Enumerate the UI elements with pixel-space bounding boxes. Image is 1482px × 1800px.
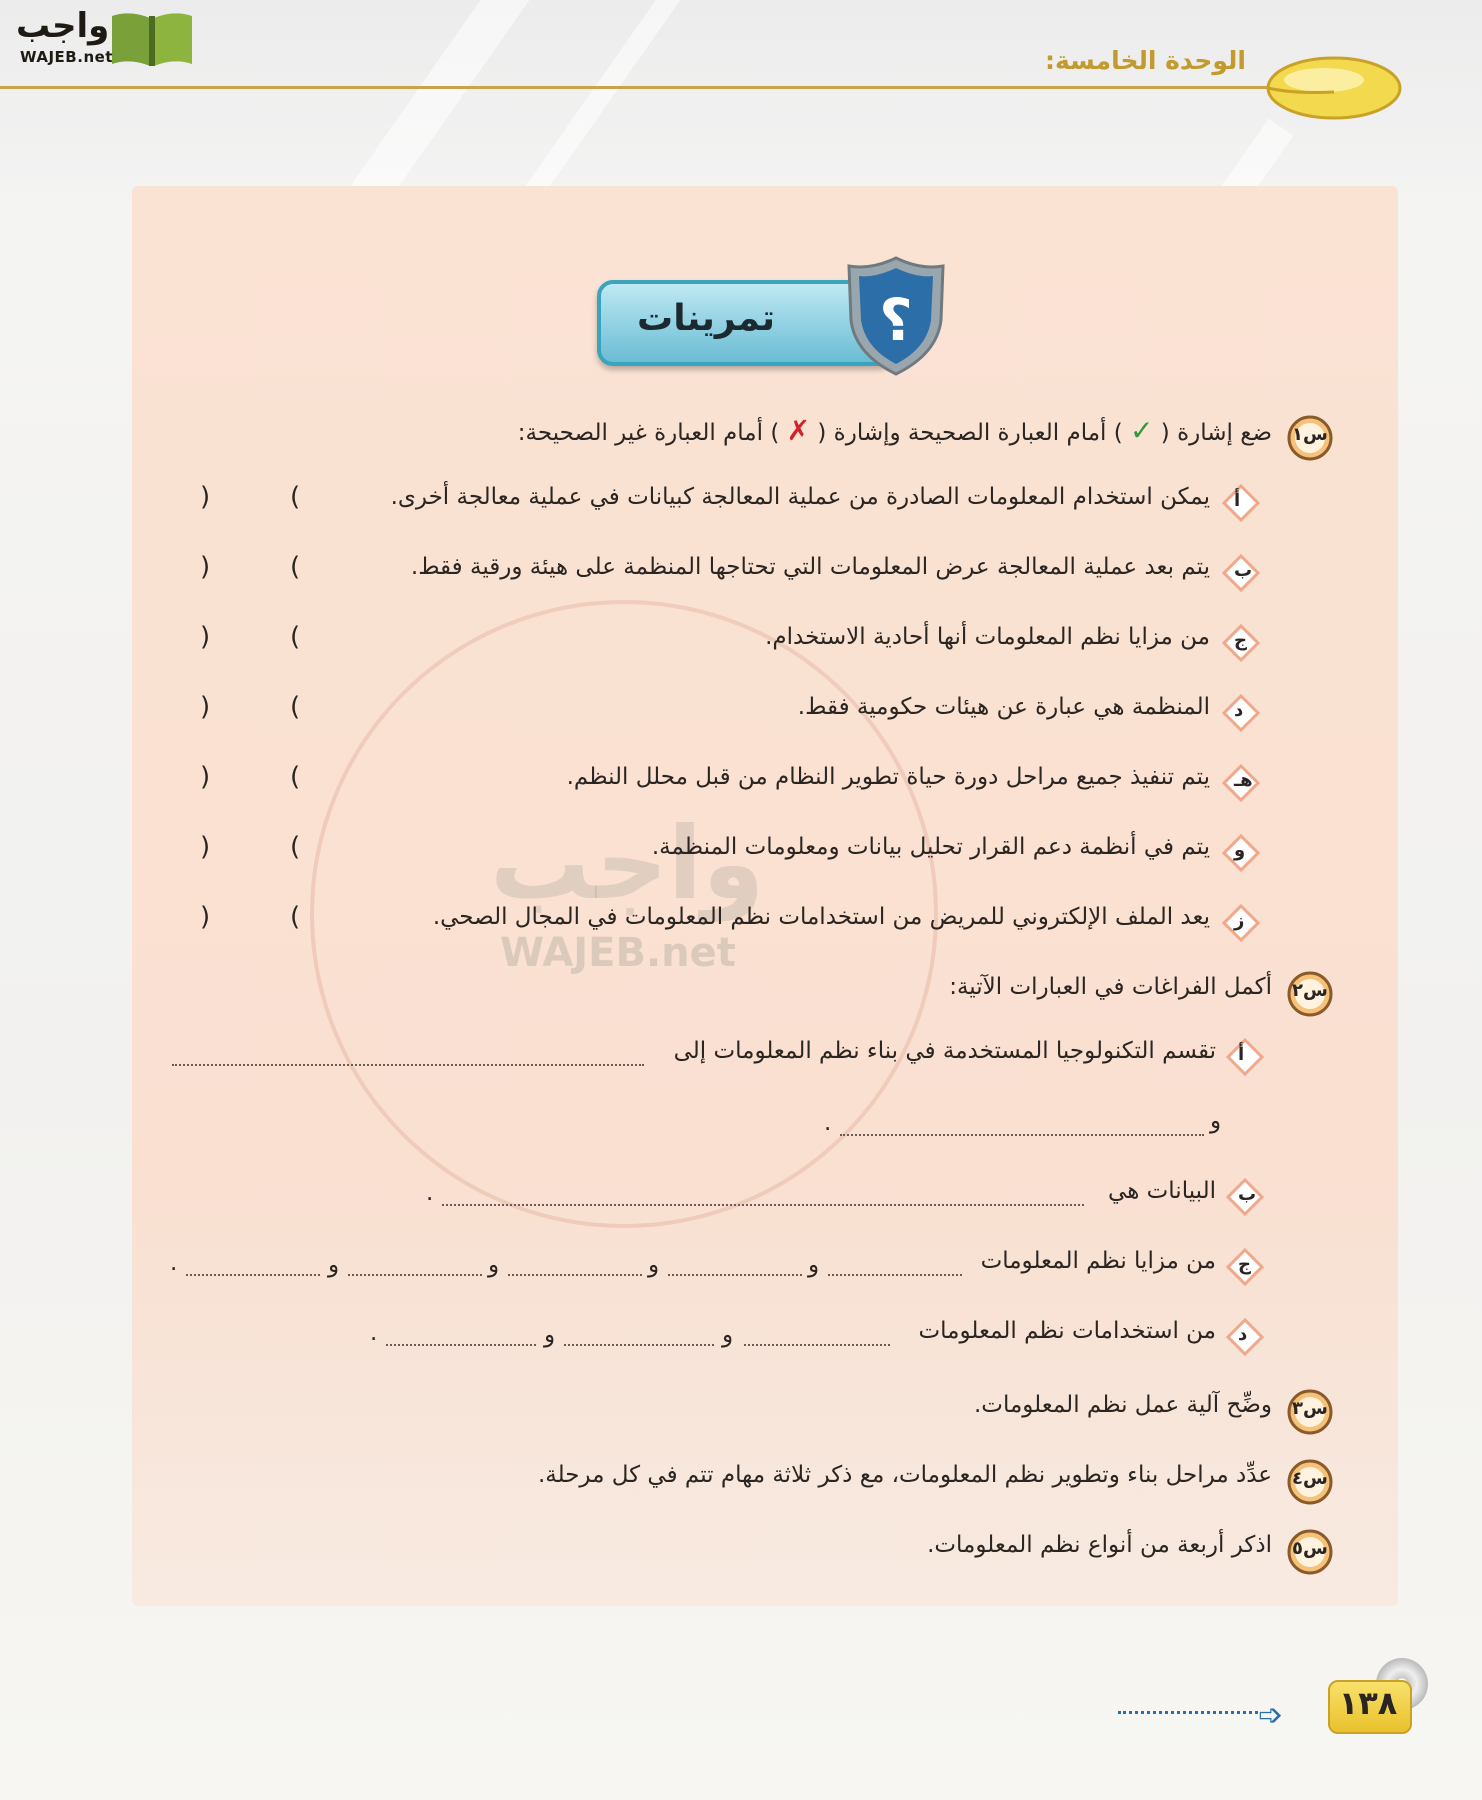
q2-item-d-text: من استخدامات نظم المعلومات	[918, 1318, 1216, 1344]
question-1-badge-label: س١	[1292, 424, 1328, 445]
logo-arabic: واجب	[16, 6, 110, 46]
q2-item-d-blank-2[interactable]	[564, 1344, 714, 1346]
question-2-badge-label: س٢	[1292, 980, 1328, 1001]
q1-answer-slot[interactable]	[218, 484, 282, 518]
question-3-text: وضِّح آلية عمل نظم المعلومات.	[974, 1392, 1272, 1418]
q1-answer-paren-open: (	[290, 902, 301, 932]
q1-item-text: يتم في أنظمة دعم القرار تحليل بيانات ومعلومات المنظمة.	[651, 834, 1210, 860]
q2-item-a-blank-1[interactable]	[172, 1064, 644, 1066]
q2-item-c-text: من مزايا نظم المعلومات	[980, 1248, 1216, 1274]
q1-answer-paren-close: )	[200, 832, 211, 862]
question-shield-icon	[845, 254, 947, 378]
q1-answer-paren-open: (	[290, 622, 301, 652]
q2-item-b-letter: ب	[1238, 1184, 1257, 1205]
q1-item-letter: و	[1234, 840, 1246, 861]
q1-item-letter: ب	[1234, 560, 1253, 581]
exercises-title: تمرينات	[637, 298, 775, 339]
q1-item-text: يمكن استخدام المعلومات الصادرة من عملية المعالجة كبيانات في عملية معالجة أخرى.	[390, 484, 1210, 510]
q1-item-letter: د	[1234, 700, 1244, 721]
question-5-badge-label: س٥	[1292, 1538, 1328, 1559]
q1-answer-slot[interactable]	[218, 694, 282, 728]
wajeb-logo[interactable]	[10, 6, 190, 70]
q1-answer-slot[interactable]	[218, 834, 282, 868]
q1-item-letter: هـ	[1234, 770, 1253, 791]
q2-item-c-blank-4[interactable]	[348, 1274, 482, 1276]
q1-answer-paren-open: (	[290, 762, 301, 792]
next-arrow-dots	[1118, 1711, 1258, 1714]
watermark-logo-en: WAJEB.net	[500, 930, 736, 976]
q2-item-a-letter: أ	[1238, 1044, 1245, 1065]
instruction-part-2: ) أمام العبارة الصحيحة وإشارة (	[817, 420, 1123, 446]
page-number: ١٣٨	[1338, 1684, 1398, 1722]
check-mark-icon: ✓	[1130, 414, 1154, 447]
q2-item-b-text: البيانات هي	[1108, 1178, 1216, 1204]
q1-item-letter: أ	[1234, 490, 1241, 511]
q1-item-badge	[1222, 484, 1260, 522]
q1-answer-paren-close: )	[200, 762, 211, 792]
q2-item-c-period: .	[170, 1250, 178, 1276]
q2-item-c-letter: ج	[1238, 1254, 1251, 1275]
q1-item-letter: ج	[1234, 630, 1247, 651]
q1-answer-paren-close: )	[200, 482, 211, 512]
q2-item-d-and-1: و	[722, 1322, 734, 1348]
q2-item-c-blank-1[interactable]	[828, 1274, 962, 1276]
q1-item-text: يعد الملف الإلكتروني للمريض من استخدامات نظم المعلومات في المجال الصحي.	[432, 904, 1210, 930]
q2-item-a-badge	[1226, 1038, 1264, 1076]
question-2-instruction: أكمل الفراغات في العبارات الآتية:	[949, 974, 1272, 1000]
q1-answer-paren-open: (	[290, 692, 301, 722]
question-3-badge-label: س٣	[1292, 1398, 1328, 1419]
instruction-part-1: ضع إشارة (	[1160, 420, 1272, 446]
q2-item-b-blank[interactable]	[442, 1204, 1084, 1206]
q2-item-d-and-2: و	[544, 1322, 556, 1348]
q1-answer-paren-close: )	[200, 552, 211, 582]
q1-answer-paren-open: (	[290, 832, 301, 862]
q2-item-d-period: .	[370, 1320, 378, 1346]
q1-answer-paren-open: (	[290, 482, 301, 512]
q1-answer-paren-close: )	[200, 622, 211, 652]
computer-mouse-icon	[1254, 48, 1404, 128]
q2-item-c-blank-3[interactable]	[508, 1274, 642, 1276]
q2-item-a-period: .	[824, 1110, 832, 1136]
watermark-logo: واجب	[490, 805, 765, 922]
q2-item-c-and-4: و	[328, 1252, 340, 1278]
svg-text:؟: ؟	[879, 286, 913, 354]
question-4-text: عدِّد مراحل بناء وتطوير نظم المعلومات، مع ذكر ثلاثة مهام تتم في كل مرحلة.	[537, 1462, 1272, 1488]
q1-item-letter: ز	[1234, 910, 1245, 931]
q1-item-text: يتم بعد عملية المعالجة عرض المعلومات التي تحتاجها المنظمة على هيئة ورقية فقط.	[410, 554, 1210, 580]
q1-answer-slot[interactable]	[218, 764, 282, 798]
q2-item-b-period: .	[426, 1180, 434, 1206]
unit-title: الوحدة الخامسة:	[1045, 46, 1246, 75]
q2-item-a-text: تقسم التكنولوجيا المستخدمة في بناء نظم المعلومات إلى	[673, 1038, 1216, 1064]
question-1-instruction	[518, 414, 1272, 447]
q2-item-d-blank-3[interactable]	[386, 1344, 536, 1346]
x-mark-icon: ✗	[786, 414, 811, 447]
q1-item-text: يتم تنفيذ جميع مراحل دورة حياة تطوير النظام من قبل محلل النظم.	[566, 764, 1210, 790]
q2-item-d-blank-1[interactable]	[744, 1344, 890, 1346]
arrow-right-icon: ➩	[1258, 1698, 1284, 1733]
question-5-text: اذكر أربعة من أنواع نظم المعلومات.	[927, 1532, 1272, 1558]
book-icon	[108, 10, 196, 68]
logo-english: WAJEB.net	[20, 48, 113, 66]
q2-item-c-and-2: و	[648, 1252, 660, 1278]
q1-item-text: المنظمة هي عبارة عن هيئات حكومية فقط.	[797, 694, 1210, 720]
q2-item-c-blank-2[interactable]	[668, 1274, 802, 1276]
q1-answer-paren-close: )	[200, 692, 211, 722]
q1-answer-slot[interactable]	[218, 554, 282, 588]
q1-answer-slot[interactable]	[218, 624, 282, 658]
q2-item-c-and-1: و	[808, 1252, 820, 1278]
question-4-badge-label: س٤	[1292, 1468, 1328, 1489]
q1-answer-paren-open: (	[290, 552, 301, 582]
q2-item-a-and: و	[1210, 1108, 1222, 1134]
q2-item-a-blank-2[interactable]	[840, 1134, 1204, 1136]
q2-item-c-and-3: و	[488, 1252, 500, 1278]
instruction-part-3: ) أمام العبارة غير الصحيحة:	[517, 420, 780, 446]
q1-answer-slot[interactable]	[218, 904, 282, 938]
q1-item-text: من مزايا نظم المعلومات أنها أحادية الاستخدام.	[765, 624, 1210, 650]
q2-item-d-letter: د	[1238, 1324, 1248, 1345]
q2-item-c-blank-5[interactable]	[186, 1274, 320, 1276]
q1-answer-paren-close: )	[200, 902, 211, 932]
header-divider	[0, 86, 1400, 89]
